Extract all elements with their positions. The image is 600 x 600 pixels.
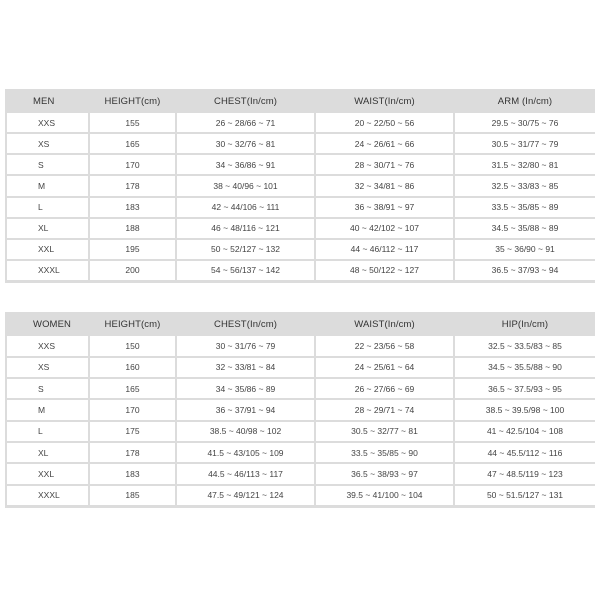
men-measurement-cell: 183 xyxy=(90,198,175,217)
women-size-grid xyxy=(7,314,593,505)
men-measurement-cell: 42 ~ 44/106 ~ 111 xyxy=(177,198,314,217)
men-measurement-cell: 29.5 ~ 30/75 ~ 76 xyxy=(455,113,595,132)
men-size-grid xyxy=(7,91,593,280)
men-size-label-cell: L xyxy=(7,198,88,217)
women-measurement-cell: 36 ~ 37/91 ~ 94 xyxy=(177,400,314,419)
women-measurement-cell: 30 ~ 31/76 ~ 79 xyxy=(177,336,314,355)
men-column-header: HEIGHT(cm) xyxy=(104,95,161,107)
men-measurement-cell: 48 ~ 50/122 ~ 127 xyxy=(316,261,453,280)
men-measurement-cell: 36 ~ 38/91 ~ 97 xyxy=(316,198,453,217)
women-size-label-cell: M xyxy=(7,400,88,419)
women-measurement-cell: 36.5 ~ 38/93 ~ 97 xyxy=(316,464,453,483)
men-measurement-cell: 38 ~ 40/96 ~ 101 xyxy=(177,176,314,195)
women-measurement-cell: 185 xyxy=(90,486,175,505)
men-measurement-cell: 46 ~ 48/116 ~ 121 xyxy=(177,219,314,238)
women-measurement-cell: 50 ~ 51.5/127 ~ 131 xyxy=(455,486,595,505)
men-measurement-cell: 24 ~ 26/61 ~ 66 xyxy=(316,134,453,153)
men-measurement-cell: 200 xyxy=(90,261,175,280)
men-measurement-cell: 50 ~ 52/127 ~ 132 xyxy=(177,240,314,259)
women-measurement-cell: 44 ~ 45.5/112 ~ 116 xyxy=(455,443,595,462)
women-measurement-cell: 38.5 ~ 39.5/98 ~ 100 xyxy=(455,400,595,419)
men-measurement-cell: 34 ~ 36/86 ~ 91 xyxy=(177,155,314,174)
men-measurement-cell: 28 ~ 30/71 ~ 76 xyxy=(316,155,453,174)
women-measurement-cell: 33.5 ~ 35/85 ~ 90 xyxy=(316,443,453,462)
women-measurement-cell: 39.5 ~ 41/100 ~ 104 xyxy=(316,486,453,505)
women-measurement-cell: 44.5 ~ 46/113 ~ 117 xyxy=(177,464,314,483)
men-column-header: CHEST(In/cm) xyxy=(214,95,277,107)
women-measurement-cell: 22 ~ 23/56 ~ 58 xyxy=(316,336,453,355)
men-measurement-cell: 32 ~ 34/81 ~ 86 xyxy=(316,176,453,195)
women-measurement-cell: 47 ~ 48.5/119 ~ 123 xyxy=(455,464,595,483)
men-measurement-cell: 34.5 ~ 35/88 ~ 89 xyxy=(455,219,595,238)
women-column-header: HEIGHT(cm) xyxy=(104,318,161,330)
men-size-label-cell: XXXL xyxy=(7,261,88,280)
women-size-label-cell: XXL xyxy=(7,464,88,483)
men-size-label-cell: XXS xyxy=(7,113,88,132)
women-column-header: HIP(In/cm) xyxy=(501,318,549,330)
women-measurement-cell: 30.5 ~ 32/77 ~ 81 xyxy=(316,422,453,441)
men-measurement-cell: 155 xyxy=(90,113,175,132)
men-measurement-cell: 26 ~ 28/66 ~ 71 xyxy=(177,113,314,132)
men-measurement-cell: 178 xyxy=(90,176,175,195)
women-measurement-cell: 41 ~ 42.5/104 ~ 108 xyxy=(455,422,595,441)
women-size-label-cell: L xyxy=(7,422,88,441)
women-measurement-cell: 24 ~ 25/61 ~ 64 xyxy=(316,358,453,377)
men-size-label-cell: XL xyxy=(7,219,88,238)
women-measurement-cell: 183 xyxy=(90,464,175,483)
men-size-table xyxy=(5,89,595,283)
women-size-table xyxy=(5,312,595,508)
men-measurement-cell: 30 ~ 32/76 ~ 81 xyxy=(177,134,314,153)
men-measurement-cell: 20 ~ 22/50 ~ 56 xyxy=(316,113,453,132)
women-measurement-cell: 32 ~ 33/81 ~ 84 xyxy=(177,358,314,377)
men-column-header: WAIST(In/cm) xyxy=(354,95,415,107)
men-size-label-cell: M xyxy=(7,176,88,195)
women-column-header: WOMEN xyxy=(33,318,71,330)
women-measurement-cell: 160 xyxy=(90,358,175,377)
men-size-label-cell: S xyxy=(7,155,88,174)
women-measurement-cell: 165 xyxy=(90,379,175,398)
men-measurement-cell: 33.5 ~ 35/85 ~ 89 xyxy=(455,198,595,217)
men-measurement-cell: 44 ~ 46/112 ~ 117 xyxy=(316,240,453,259)
men-measurement-cell: 188 xyxy=(90,219,175,238)
men-measurement-cell: 35 ~ 36/90 ~ 91 xyxy=(455,240,595,259)
men-measurement-cell: 165 xyxy=(90,134,175,153)
women-measurement-cell: 150 xyxy=(90,336,175,355)
women-measurement-cell: 34.5 ~ 35.5/88 ~ 90 xyxy=(455,358,595,377)
women-measurement-cell: 28 ~ 29/71 ~ 74 xyxy=(316,400,453,419)
women-measurement-cell: 26 ~ 27/66 ~ 69 xyxy=(316,379,453,398)
women-measurement-cell: 178 xyxy=(90,443,175,462)
men-measurement-cell: 30.5 ~ 31/77 ~ 79 xyxy=(455,134,595,153)
women-column-header: CHEST(In/cm) xyxy=(214,318,277,330)
women-size-label-cell: XL xyxy=(7,443,88,462)
men-measurement-cell: 32.5 ~ 33/83 ~ 85 xyxy=(455,176,595,195)
women-measurement-cell: 170 xyxy=(90,400,175,419)
women-measurement-cell: 34 ~ 35/86 ~ 89 xyxy=(177,379,314,398)
men-measurement-cell: 54 ~ 56/137 ~ 142 xyxy=(177,261,314,280)
men-size-label-cell: XS xyxy=(7,134,88,153)
men-size-label-cell: XXL xyxy=(7,240,88,259)
men-column-header: MEN xyxy=(33,95,55,107)
women-column-header: WAIST(In/cm) xyxy=(354,318,415,330)
women-measurement-cell: 41.5 ~ 43/105 ~ 109 xyxy=(177,443,314,462)
women-measurement-cell: 38.5 ~ 40/98 ~ 102 xyxy=(177,422,314,441)
women-measurement-cell: 36.5 ~ 37.5/93 ~ 95 xyxy=(455,379,595,398)
women-measurement-cell: 175 xyxy=(90,422,175,441)
men-measurement-cell: 31.5 ~ 32/80 ~ 81 xyxy=(455,155,595,174)
men-column-header: ARM (In/cm) xyxy=(497,95,553,107)
men-measurement-cell: 170 xyxy=(90,155,175,174)
women-size-label-cell: S xyxy=(7,379,88,398)
men-measurement-cell: 195 xyxy=(90,240,175,259)
men-measurement-cell: 36.5 ~ 37/93 ~ 94 xyxy=(455,261,595,280)
women-size-label-cell: XS xyxy=(7,358,88,377)
women-measurement-cell: 32.5 ~ 33.5/83 ~ 85 xyxy=(455,336,595,355)
women-size-label-cell: XXXL xyxy=(7,486,88,505)
women-measurement-cell: 47.5 ~ 49/121 ~ 124 xyxy=(177,486,314,505)
men-measurement-cell: 40 ~ 42/102 ~ 107 xyxy=(316,219,453,238)
women-size-label-cell: XXS xyxy=(7,336,88,355)
